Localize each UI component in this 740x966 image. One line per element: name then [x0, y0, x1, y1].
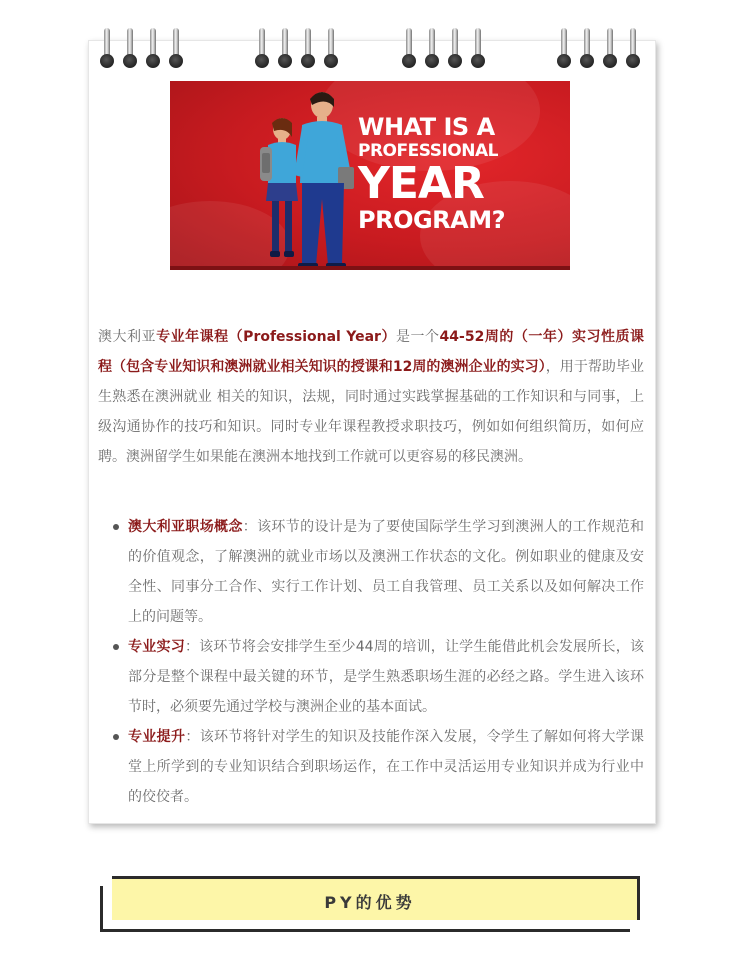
binding-ring-icon: [324, 28, 338, 70]
binding-ring-icon: [255, 28, 269, 70]
binding-ring-icon: [448, 28, 462, 70]
bullet-dot-icon: [113, 644, 119, 650]
student-boy-figure: [288, 89, 358, 269]
bullet-text: ：该环节将会安排学生至少44周的培训，让学生能借此机会发展所长，该部分是整个课程中最关键的环节，是学生熟悉职场生涯的必经之路。学生进入该环节时，必须要先通过学校与澳洲企业的基本面试。: [128, 639, 644, 715]
binding-ring-icon: [471, 28, 485, 70]
intro-text: 是一个: [395, 329, 440, 345]
intro-paragraph: [98, 322, 644, 472]
list-item: [98, 512, 644, 632]
bullet-dot-icon: [113, 524, 119, 530]
intro-text: ，用于帮助毕业生熟悉在澳洲就业 相关的知识，法规，同时通过实践掌握基础的工作知识和与同事，上级沟通协作的技巧和知识。同时专业年课程教授求职技巧，例如如何组织简历，如何应聘。澳洲留学生如果能在澳洲本地找到工作就可以更容易的移民澳洲。: [98, 359, 645, 465]
bullet-term: 专业实习: [128, 639, 185, 655]
binding-ring-icon: [123, 28, 137, 70]
binding-ring-icon: [425, 28, 439, 70]
binding-ring-icon: [278, 28, 292, 70]
section-title: PY的优势: [324, 893, 416, 912]
ring-group: [100, 28, 180, 72]
ring-group: [255, 28, 335, 72]
binding-ring-icon: [301, 28, 315, 70]
binding-ring-icon: [557, 28, 571, 70]
bullet-text: ：该环节的设计是为了要使国际学生学习到澳洲人的工作规范和的价值观念，了解澳洲的就业市场以及澳洲工作状态的文化。例如职业的健康及安全性、同事分工合作、实行工作计划、员工自我管理、员工关系以及如何解决工作上的问题等。: [128, 519, 645, 625]
bullet-term: 澳大利亚职场概念: [128, 519, 243, 535]
banner-line: PROGRAM?: [358, 206, 506, 234]
list-item: [98, 722, 644, 812]
spiral-binding: [88, 28, 654, 72]
banner-line: WHAT IS A: [358, 113, 495, 141]
binding-ring-icon: [603, 28, 617, 70]
banner-line: YEAR: [358, 158, 484, 209]
intro-text: 澳大利亚: [98, 329, 157, 345]
intro-highlight: 专业年课程（Professional Year）: [156, 329, 396, 345]
ring-group: [557, 28, 637, 72]
bullet-term: 专业提升: [128, 729, 186, 745]
list-item: [98, 632, 644, 722]
banner-title: [358, 115, 558, 232]
binding-ring-icon: [146, 28, 160, 70]
banner-bottom-stripe: [170, 266, 570, 270]
binding-ring-icon: [402, 28, 416, 70]
ring-group: [402, 28, 482, 72]
banner-image: [170, 81, 570, 270]
bullet-dot-icon: [113, 734, 119, 740]
binding-ring-icon: [100, 28, 114, 70]
binding-ring-icon: [626, 28, 640, 70]
banner-line: PROFESSIONAL: [358, 141, 498, 161]
binding-ring-icon: [580, 28, 594, 70]
bullet-text: ：该环节将针对学生的知识及技能作深入发展，令学生了解如何将大学课堂上所学到的专业知识结合到职场运作，在工作中灵活运用专业知识并成为行业中的佼佼者。: [128, 729, 645, 805]
module-list: [98, 512, 644, 812]
section-heading-box: [100, 876, 640, 934]
binding-ring-icon: [169, 28, 183, 70]
intro-highlight: 44-52周的（一年）实习性质课程（包含专业知识和澳洲就业相关知识的授课和12周的澳洲企业的实习）: [98, 329, 645, 375]
